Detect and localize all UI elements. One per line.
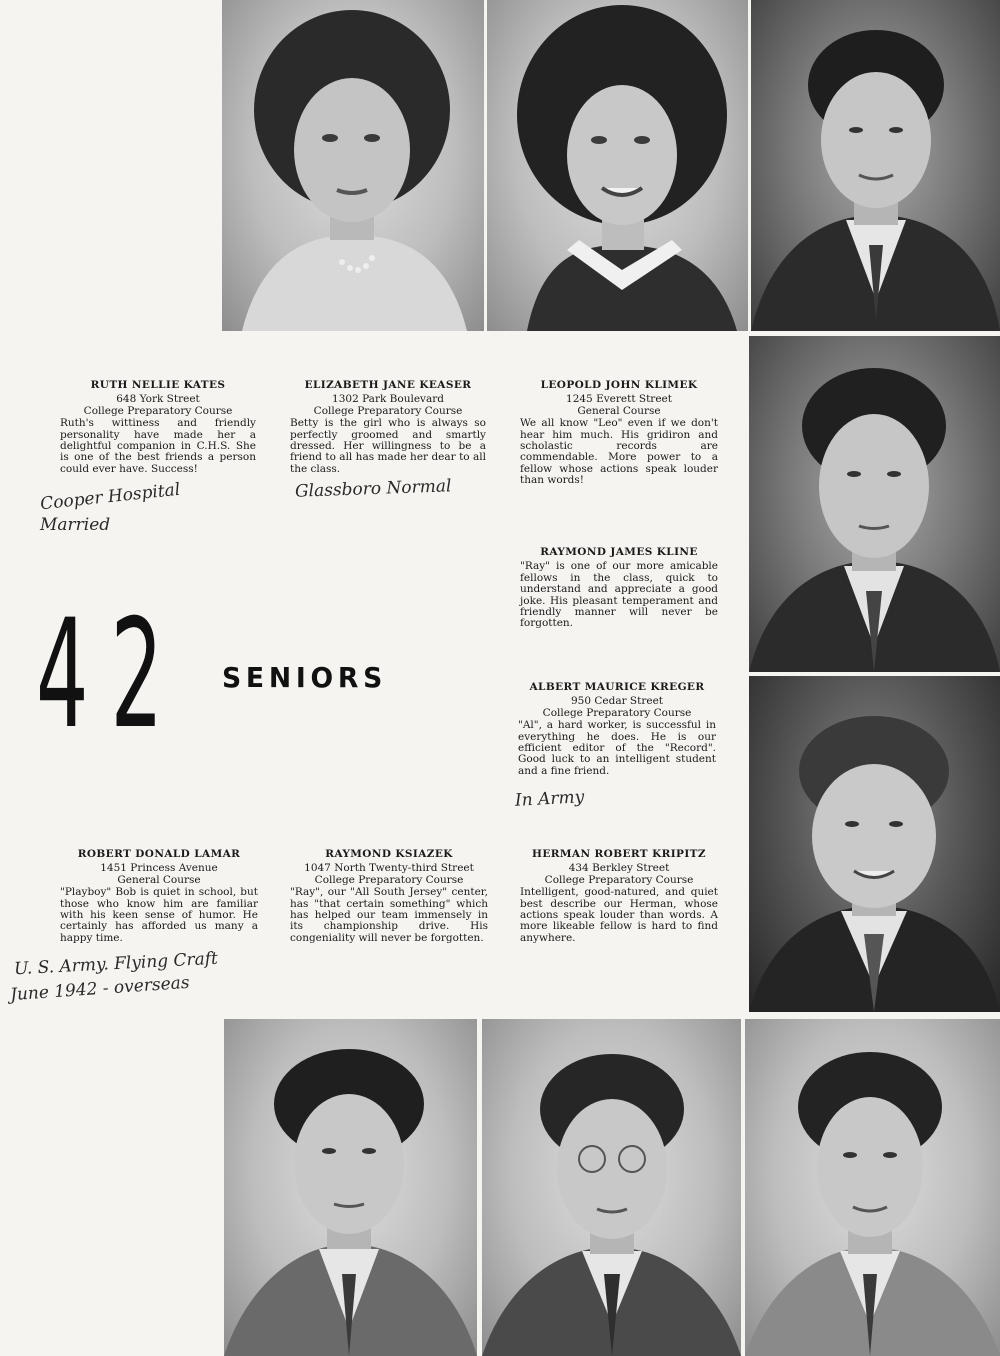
- portrait-robert-lamar: [224, 1019, 477, 1356]
- student-description: Betty is the girl who is always so perfectly groomed and smartly dressed. Her willingness to be a friend to all has made her dear to all the class.: [290, 417, 486, 475]
- portrait-albert-kreger: [749, 676, 1000, 1012]
- student-description: "Ray" is one of our more amicable fellows in the class, quick to understand and appreciate a good joke. His pleasant temperament and friendly manner will never be forgotten.: [520, 560, 718, 630]
- handwritten-note: In Army: [514, 787, 585, 811]
- student-description: Ruth's wittiness and friendly personality have made her a delightful companion in C.H.S. She is one of the best friends a person could ever have. Success!: [60, 417, 256, 475]
- student-description: "Al", a hard worker, is successful in everything he does. He is our efficient editor of the "Record". Good luck to an intelligent student and a fine friend.: [518, 719, 716, 777]
- student-name: ALBERT MAURICE KREGER: [529, 681, 705, 693]
- student-course: College Preparatory Course: [542, 706, 692, 719]
- portrait-raymond-ksiazek: [482, 1019, 741, 1356]
- student-description: "Ray", our "All South Jersey" center, has "that certain something" which has helped our team immensely in its championship drive. His congeniality will never be forgotten.: [290, 886, 488, 944]
- student-course: College Preparatory Course: [314, 873, 464, 886]
- bio-albert-kreger: [518, 682, 716, 777]
- handwritten-note: Cooper Hospital: [39, 479, 182, 515]
- student-address: 1302 Park Boulevard: [332, 393, 444, 406]
- bio-leopold-klimek: [520, 380, 718, 487]
- student-name: RAYMOND KSIAZEK: [325, 848, 453, 860]
- portrait-elizabeth-keaser: [487, 0, 748, 331]
- section-title: SENIORS: [222, 661, 388, 694]
- bio-herman-kripitz: [520, 849, 718, 944]
- bio-raymond-kline: [520, 547, 718, 630]
- bio-elizabeth-keaser: [290, 380, 486, 475]
- student-course: General Course: [117, 873, 201, 886]
- portrait-herman-kripitz: [745, 1019, 1000, 1356]
- student-name: RAYMOND JAMES KLINE: [540, 546, 698, 558]
- student-course: College Preparatory Course: [544, 873, 694, 886]
- student-address: 434 Berkley Street: [568, 862, 670, 875]
- handwritten-note: U. S. Army. Flying Craft: [13, 948, 219, 980]
- bio-robert-lamar: [60, 849, 258, 944]
- student-name: ROBERT DONALD LAMAR: [77, 848, 241, 860]
- page-number: 42: [36, 588, 185, 762]
- student-name: HERMAN ROBERT KRIPITZ: [532, 848, 706, 860]
- portrait-raymond-kline: [749, 336, 1000, 672]
- student-course: College Preparatory Course: [313, 404, 463, 417]
- portrait-ruth-kates: [222, 0, 484, 331]
- student-address: 1245 Everett Street: [566, 393, 672, 406]
- student-description: "Playboy" Bob is quiet in school, but those who know him are familiar with his keen sense of humor. He certainly has afforded us many a happy time.: [60, 886, 258, 944]
- handwritten-note: June 1942 - overseas: [9, 972, 191, 1006]
- bio-raymond-ksiazek: [290, 849, 488, 944]
- student-address: 950 Cedar Street: [570, 695, 664, 708]
- student-course: College Preparatory Course: [83, 404, 233, 417]
- student-address: 1047 North Twenty-third Street: [304, 862, 474, 875]
- student-name: RUTH NELLIE KATES: [90, 379, 226, 391]
- handwritten-note: Glassboro Normal: [294, 476, 452, 502]
- student-name: LEOPOLD JOHN KLIMEK: [540, 379, 698, 391]
- student-name: ELIZABETH JANE KEASER: [304, 379, 472, 391]
- student-address: 648 York Street: [116, 393, 200, 406]
- handwritten-note: Married: [40, 515, 111, 535]
- bio-ruth-kates: [60, 380, 256, 475]
- student-address: 1451 Princess Avenue: [100, 862, 218, 875]
- student-course: General Course: [577, 404, 661, 417]
- student-description: Intelligent, good-natured, and quiet best describe our Herman, whose actions speak louder than words. A more likeable fellow is hard to find anywhere.: [520, 886, 718, 944]
- student-description: We all know "Leo" even if we don't hear him much. His gridiron and scholastic records are commendable. More power to a fellow whose actions speak louder than words!: [520, 417, 718, 487]
- portrait-leopold-klimek: [751, 0, 1000, 331]
